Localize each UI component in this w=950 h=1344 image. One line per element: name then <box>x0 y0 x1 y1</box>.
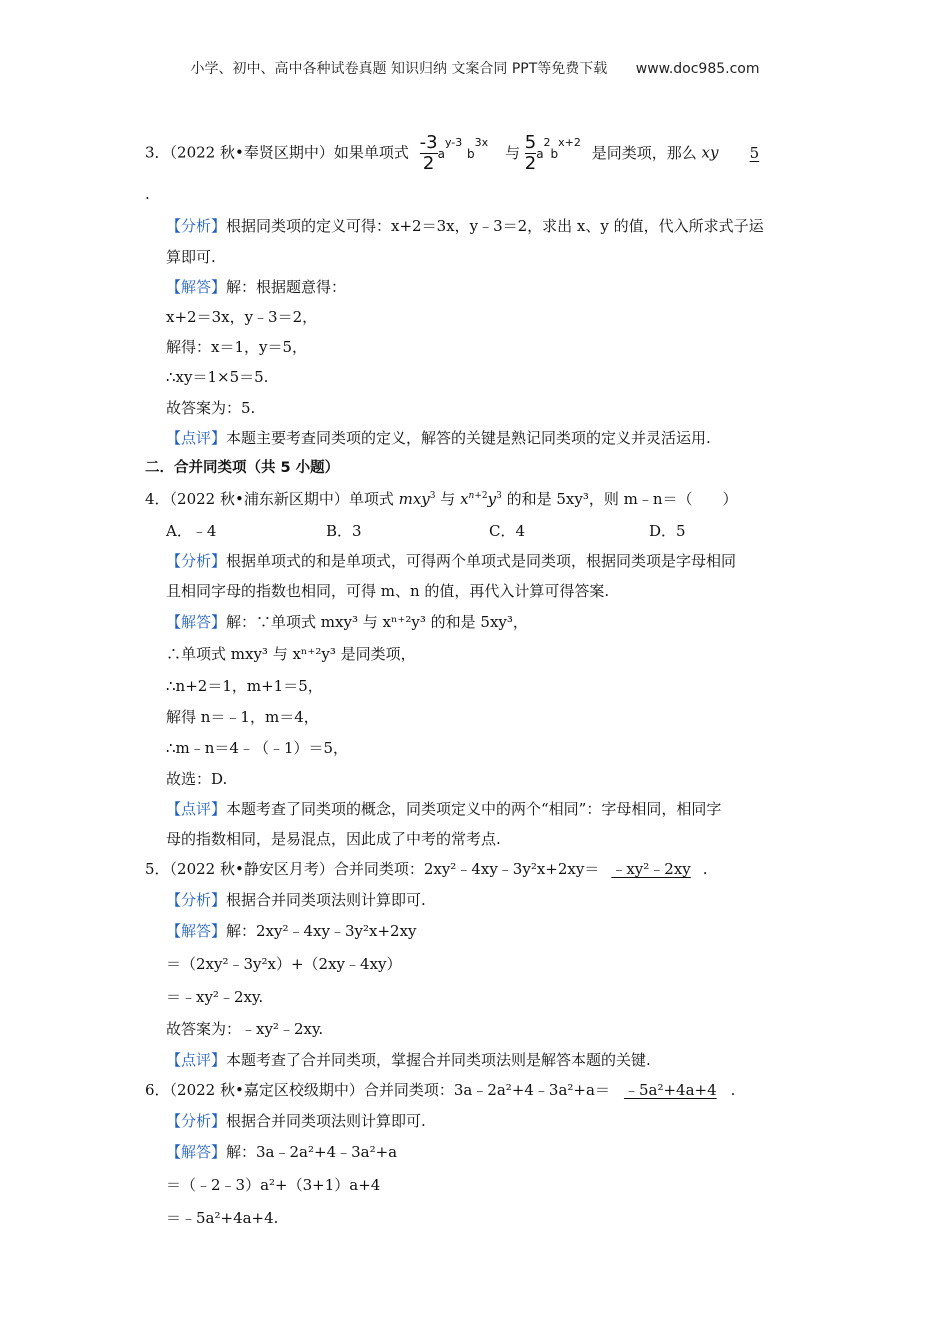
q4-analysis: 【分析】根据单项式的和是单项式，可得两个单项式是同类项，根据同类项是字母相同 <box>166 552 737 570</box>
q4-solution: 【解答】解：∵单项式 mxy³ 与 xⁿ⁺²y³ 的和是 5xy³， <box>166 613 528 631</box>
q4-options <box>166 520 686 542</box>
q3-fraction-2: $\frac{5}{2}$ <box>524 132 537 174</box>
q6-solution: 【解答】解：3a﹣2a²+4﹣3a²+a <box>166 1143 398 1161</box>
q6-solution-3: ＝﹣5a²+4a+4. <box>166 1209 279 1227</box>
q4-option-c[interactable]: C．4 <box>489 522 526 540</box>
q3-solution: 【解答】解：根据题意得： <box>166 278 347 296</box>
q4-solution-6: 故选：D. <box>166 770 228 788</box>
q6-analysis: 【分析】根据合并同类项法则计算即可. <box>166 1112 426 1130</box>
q3-stem-end: . <box>145 185 150 203</box>
q5-solution-2: ＝（2xy²﹣3y²x）+（2xy﹣4xy） <box>166 955 402 973</box>
header-url[interactable]: www.doc985.com <box>635 61 760 77</box>
q4-option-b[interactable]: B．3 <box>326 522 362 540</box>
q4-solution-4: 解得 n＝﹣1，m＝4， <box>166 708 319 726</box>
q6-stem: 6．（2022 秋•嘉定区校级期中）合并同类项：3a﹣2a²+4﹣3a²+a＝ ﹣5a²+4a+4 . <box>145 1081 736 1099</box>
q5-review: 【点评】本题考查了合并同类项，掌握合并同类项法则是解答本题的关键. <box>166 1051 651 1069</box>
q3-solution-5: 故答案为：5. <box>166 399 256 417</box>
q3-answer: 5 <box>749 143 760 162</box>
header-text: 小学、初中、高中各种试卷真题 知识归纳 文案合同 PPT等免费下载 <box>190 61 608 77</box>
q3-solution-4: ∴xy＝1×5＝5. <box>166 368 269 386</box>
q4-analysis-2: 且相同字母的指数也相同，可得 m、n 的值，再代入计算可得答案. <box>166 582 610 600</box>
q3-stem: 3．（2022 秋•奉贤区期中）如果单项式 $\frac{-3}{2}$ $a^{y-3}$ $b^{3x}$ 与 $\frac{5}{2}$ $a^2b^{x+2}$ 是同类项，那么 xy 5 <box>145 132 760 174</box>
q3-fraction-1: $\frac{-3}{2}$ <box>419 132 438 174</box>
q4-review-2: 母的指数相同，是易混点，因此成了中考的常考点. <box>166 830 501 848</box>
q5-solution: 【解答】解：2xy²﹣4xy﹣3y²x+2xy <box>166 922 417 940</box>
q4-option-a[interactable]: A．﹣4 <box>166 522 217 540</box>
q6-solution-2: ＝（﹣2﹣3）a²+（3+1）a+4 <box>166 1176 381 1194</box>
q5-solution-4: 故答案为：﹣xy²﹣2xy. <box>166 1020 324 1038</box>
section-title: 二．合并同类项（共 5 小题） <box>145 460 340 476</box>
q3-solution-2: x+2＝3x，y﹣3＝2， <box>166 308 318 326</box>
q4-stem: 4．（2022 秋•浦东新区期中）单项式 mxy$^3$ 与 $x^{n+2}y^3$ 的和是 5xy³，则 m﹣n＝（ ） <box>145 490 738 508</box>
q5-solution-3: ＝﹣xy²﹣2xy. <box>166 988 264 1006</box>
q3-analysis-2: 算即可. <box>166 248 216 266</box>
q5-stem: 5．（2022 秋•静安区月考）合并同类项：2xy²﹣4xy﹣3y²x+2xy＝ ﹣xy²﹣2xy . <box>145 860 708 878</box>
q5-answer: ﹣xy²﹣2xy <box>611 860 691 878</box>
q4-solution-3: ∴n+2＝1，m+1＝5， <box>166 677 323 695</box>
q3-review: 【点评】本题主要考查同类项的定义，解答的关键是熟记同类项的定义并灵活运用. <box>166 429 711 447</box>
q3-analysis: 【分析】根据同类项的定义可得：x+2＝3x，y﹣3＝2，求出 x、y 的值，代入所求式子运 <box>166 217 764 235</box>
q4-option-d[interactable]: D．5 <box>649 522 686 540</box>
q5-analysis: 【分析】根据合并同类项法则计算即可. <box>166 891 426 909</box>
q4-solution-5: ∴m﹣n＝4﹣（﹣1）＝5， <box>166 739 349 757</box>
q4-review: 【点评】本题考查了同类项的概念，同类项定义中的两个“相同”：字母相同，相同字 <box>166 800 722 818</box>
q3-solution-3: 解得：x＝1，y＝5， <box>166 338 308 356</box>
q4-solution-2: ∴单项式 mxy³ 与 xⁿ⁺²y³ 是同类项， <box>166 645 416 663</box>
q6-answer: ﹣5a²+4a+4 <box>623 1081 717 1099</box>
